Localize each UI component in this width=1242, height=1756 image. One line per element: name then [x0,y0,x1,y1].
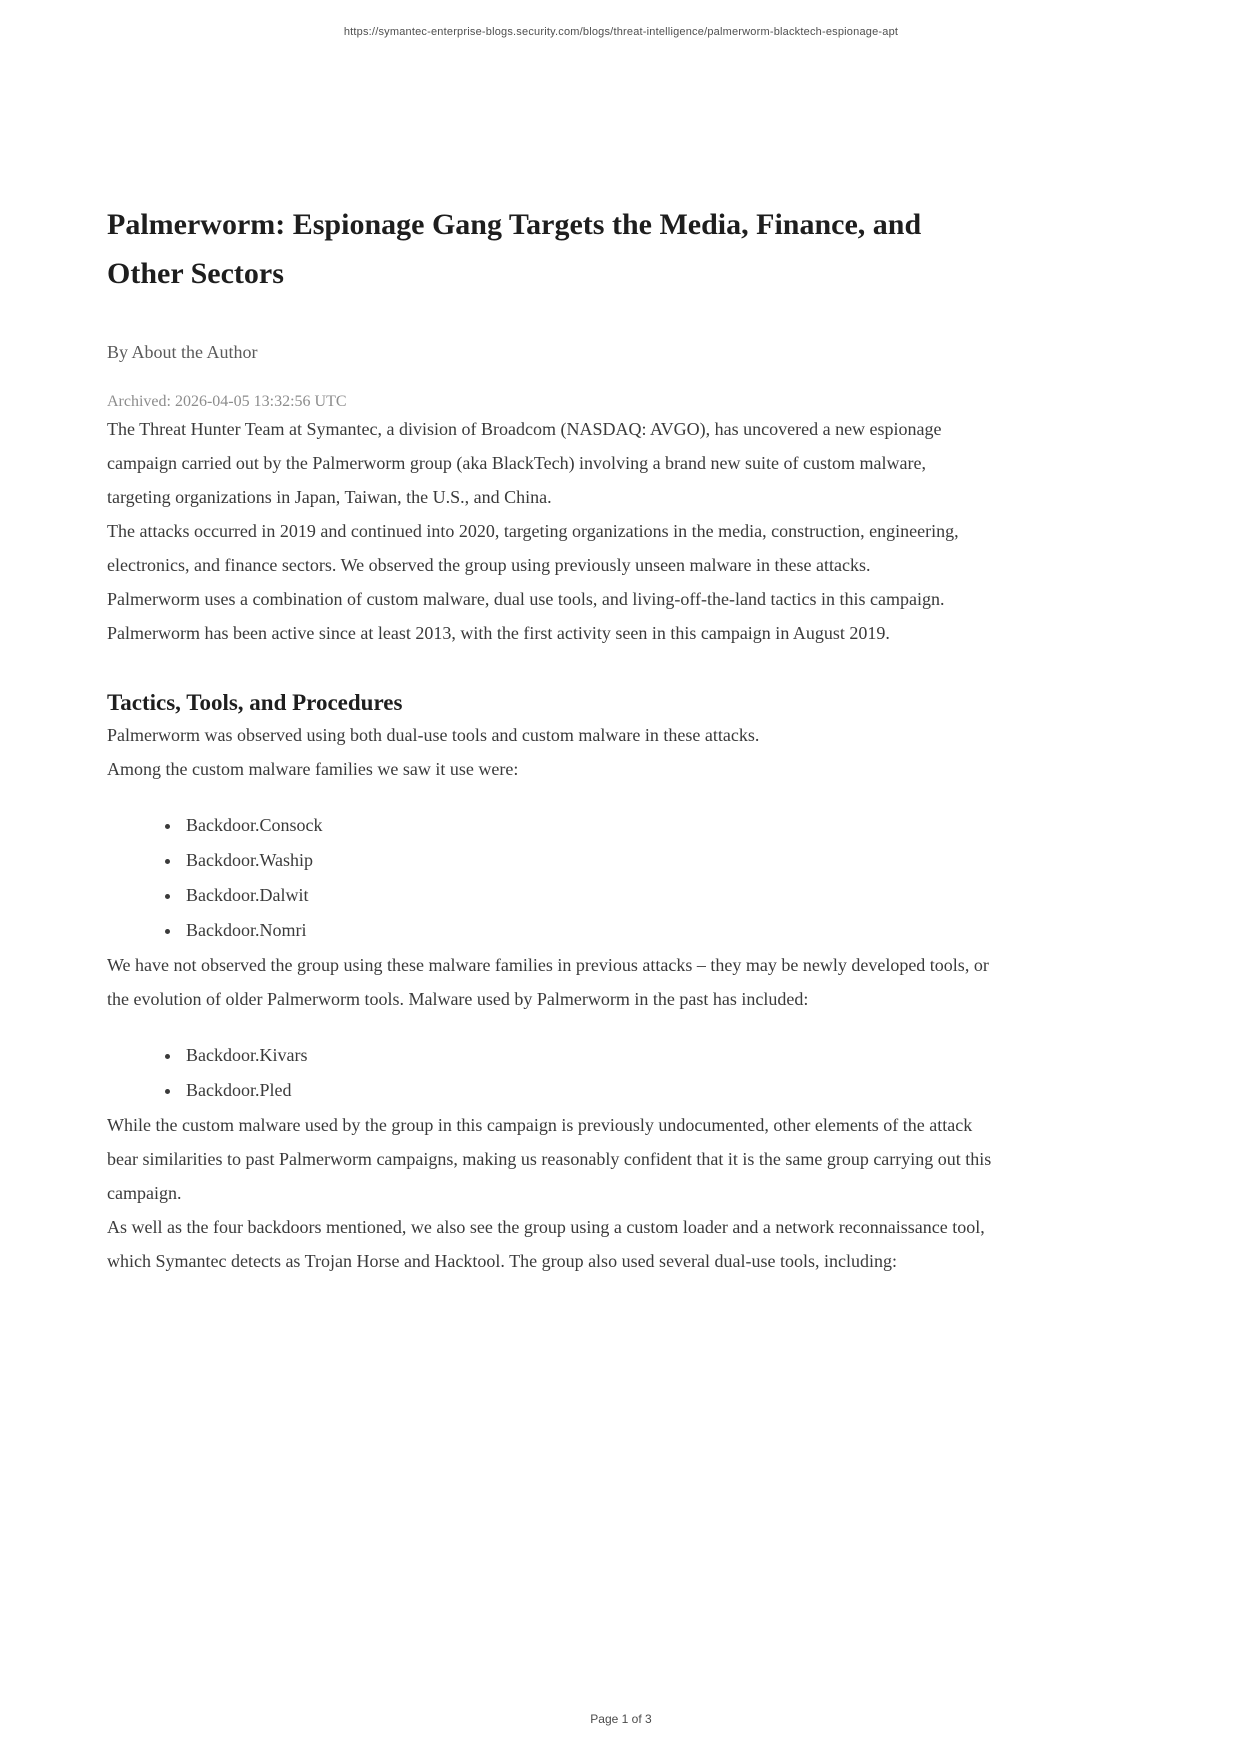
tactics-paragraph: As well as the four backdoors mentioned, we also see the group using a custom loader and a network reconnaissance tool, which Symantec detects as Trojan Horse and Hacktool. The group also used several dual-use tools, including: [107,1217,985,1271]
intro-paragraph: The Threat Hunter Team at Symantec, a division of Broadcom (NASDAQ: AVGO), has uncovered a new espionage campaign carried out by the Palmerworm group (aka BlackTech) involving a brand new suite of custom malware, targeting organizations in Japan, Taiwan, the U.S., and China. [107,419,942,507]
archive-timestamp: Archived: 2026-04-05 13:32:56 UTC [107,393,347,410]
list-item: • Backdoor.Kivars [182,1038,992,1073]
list-item: • Backdoor.Consock [182,808,992,843]
list-item: • Backdoor.Waship [182,843,992,878]
tactics-paragraph: While the custom malware used by the group in this campaign is previously undocumented, other elements of the attack bear similarities to past Palmerworm campaigns, making us reasonably confident that it is the same group carrying out this campaign. [107,1115,992,1203]
section-heading-tactics: Tactics, Tools, and Procedures [107,690,403,715]
custom-malware-list [107,808,992,948]
intro-paragraph: Palmerworm uses a combination of custom malware, dual use tools, and living-off-the-land tactics in this campaign. Palmerworm has been active since at least 2013, with the first activity seen in this campaign in August 2019. [107,589,945,643]
intro-paragraph: The attacks occurred in 2019 and continued into 2020, targeting organizations in the media, construction, engineering, electronics, and finance sectors. We observed the group using previously unseen malware in these attacks. [107,521,959,575]
archive-source-url: https://symantec-enterprise-blogs.security.com/blogs/threat-intelligence/palmerworm-blacktech-espionage-apt [343,26,899,38]
list-item: • Backdoor.Pled [182,1073,992,1108]
article-byline: By About the Author [107,342,258,362]
past-malware-list [107,1038,992,1108]
tactics-paragraph: Palmerworm was observed using both dual-use tools and custom malware in these attacks. [107,725,760,745]
tactics-paragraph: We have not observed the group using these malware families in previous attacks – they may be newly developed tools, or the evolution of older Palmerworm tools. Malware used by Palmerworm in the past has included: [107,955,989,1009]
page-number: Page 1 of 3 [590,1712,652,1726]
article-body [107,0,992,1278]
list-item: • Backdoor.Nomri [182,913,992,948]
list-item: • Backdoor.Dalwit [182,878,992,913]
tactics-paragraph: Among the custom malware families we saw it use were: [107,759,519,779]
article-title: Palmerworm: Espionage Gang Targets the Media, Finance, and Other Sectors [107,208,922,290]
